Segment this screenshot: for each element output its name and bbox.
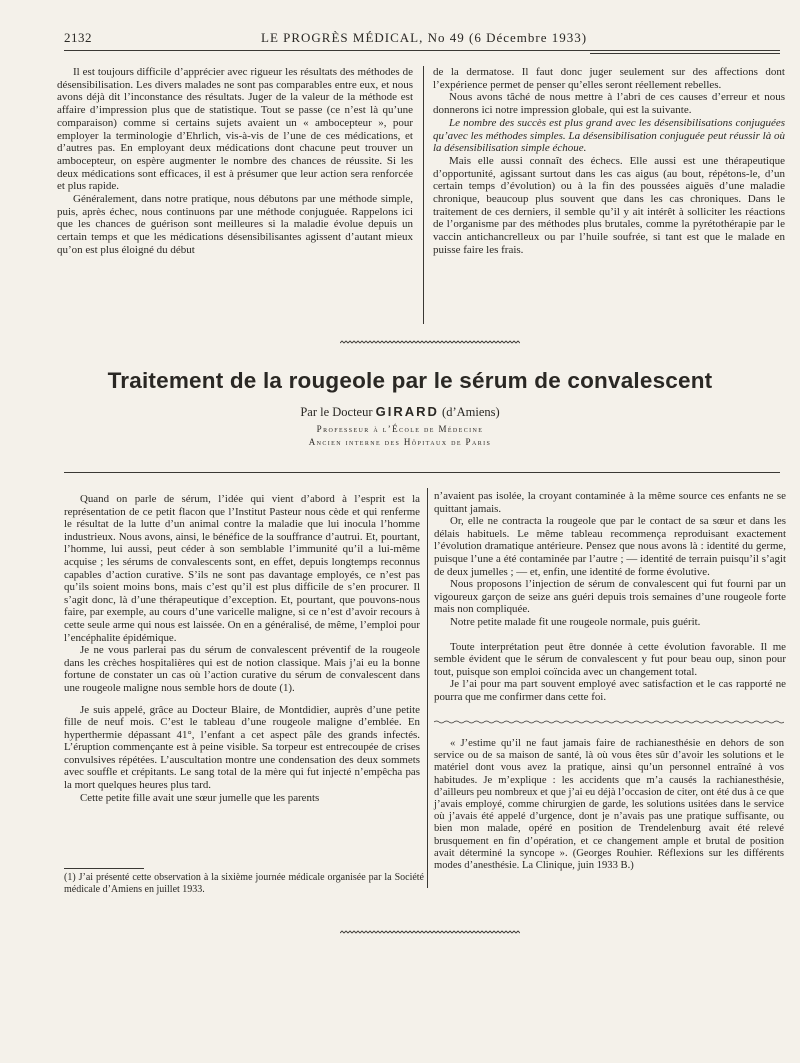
header-rule [64, 50, 780, 51]
article-left-column [64, 493, 420, 804]
paragraph: Je l’ai pour ma part souvent employé avec satisfaction et le cas rapporté ne pourra que me confirmer dans cette foi. [434, 678, 786, 703]
quotation-note [434, 738, 784, 872]
emphasis: Le nombre des succès est plus grand avec les désensibilisations conjuguées qu’avec les méthodes simples. La désensibilisation conjuguée peut réussir là où la désensibilisation simple échoue. [433, 116, 785, 155]
paragraph: Généralement, dans notre pratique, nous débutons par une méthode simple, puis, après échec, nous continuons par une méthode conjuguée. Rappelons ici que les chances de guérison sont meilleures si la maladie évolue depuis un certain temps et que les médications désensibilisantes agissent d’autant mieux qu’on est plus éloigné du début [57, 193, 413, 256]
footnote: (1) J’ai présenté cette observation à la sixième journée médicale organisée par la Société médicale d’Amiens en juillet 1933. [64, 872, 424, 895]
ornamental-separator [340, 340, 520, 344]
article-title: Traitement de la rougeole par le sérum de convalescent [107, 368, 713, 393]
section-rule [64, 472, 780, 473]
footnote-rule [64, 868, 144, 869]
paragraph: Je ne vous parlerai pas du sérum de convalescent préventif de la rougeole dans les crèches hospitalières qui est de notion classique. Mais j’ai eu la bonne fortune de constater un cas où l’action curative du sérum de convalescent dans une rougeole maligne nous semble hors de doute (1). [64, 644, 420, 694]
article-right-column [434, 490, 786, 704]
paragraph: Mais elle aussi connaît des échecs. Elle aussi est une thérapeutique d’opportunité, agissant surtout dans les cas aigus (au bout, répétons-le, d’un certain temps d’évolution) ou à la fin des poussées aiguës d’une maladie chronique, beaucoup plus souvent que dans les cas chroniques. Dans le traitement de ces derniers, il semble qu’il y ait intérêt à solliciter les réactions de l’organisme par des méthodes plus brutales, comme la pyrétothérapie par le vaccin antichancrelleux ou par l’huile soufrée, si tant est que le malade en puisse faire les frais. [433, 154, 785, 256]
paragraph: Or, elle ne contracta la rougeole que par le contact de sa sœur et dans les délais habituels. Le même tableau recommença reproduisant exactement l’évolution dramatique antérieure. Pensez que nous avons là : identité du germe, puisque l’une a été contaminée par l’autre ; — identité de terrain puisqu’il s’agit de deux jumelles ; — et, enfin, une identité de forme évolutive. [434, 515, 786, 578]
ornamental-separator [340, 930, 520, 934]
paragraph: Je suis appelé, grâce au Docteur Blaire, de Montdidier, auprès d’une petite fille de neuf mois. C’est le tableau d’une rougeole maligne d’emblée. En hyperthermie dépassant 41°, l’enfant a cet aspect pâle des grands infectés. L’éruption commençante est à peine visible. Sa torpeur est entrecoupée de crises convulsives répétées. L’auscultation montre une condensation des deux sommets avec souffle et crépitants. Le sang total de la mère qui fut injecté n’empêcha pas la mort quelques heures plus tard. [64, 703, 420, 792]
byline-prefix: Par le Docteur [300, 405, 373, 419]
paragraph: Quand on parle de sérum, l’idée qui vient d’abord à l’esprit est la représentation de ce petit flacon que l’Institut Pasteur nous cède et qui renferme le résultat de la lutte d’un animal contre la maladie que lui inocula l’homme industrieux. Nous avons, ainsi, le bénéfice de la souffrance d’autrui. Et, pourtant, l’homme, lui aussi, peut céder à son semblable l’immunité qu’il a lui-même acquise ; les sérums de convalescents sont, en effet, depuis longtemps reconnus capables d’action curative. S’ils ne sont pas davantage employés, ce n’est pas qu’ils soient moins bons, mais c’est qu’il est plus difficile de s’en procurer. Il s’agit donc, là d’une thérapeutique d’exception. Et, pourtant, que pouvons-nous faire, par exemple, au cours d’une varicelle maligne, si ce n’est d’avoir recours à cette seule arme qui nous est laissée. On en a généralisé, de même, l’emploi pour l’encéphalite épidémique. [64, 493, 420, 644]
paragraph: Toute interprétation peut être donnée à cette évolution favorable. Il me semble évident que le sérum de convalescent y fut pour beau oup, sinon pour tout, puisque son emploi coïncida avec un changement total. [434, 640, 786, 678]
paragraph: Nous avons tâché de nous mettre à l’abri de ces causes d’erreur et nous donnerons ici notre impression globale, qui est la suivante. [433, 91, 785, 117]
running-title: LE PROGRÈS MÉDICAL, No 49 (6 Décembre 1933) [261, 30, 588, 45]
paragraph: de la dermatose. Il faut donc juger seulement sur des affections dont l’expérience permet de penser qu’elles seront réellement rebelles. [433, 66, 785, 91]
paragraph: Cette petite fille avait une sœur jumelle que les parents [80, 791, 320, 804]
author-name: GIRARD [375, 404, 439, 419]
byline [0, 404, 800, 420]
page-number: 2132 [64, 30, 92, 45]
wavy-separator [434, 720, 784, 724]
header-rule-double [590, 53, 780, 54]
author-credit-1: Professeur à l’École de Médecine [316, 424, 484, 434]
prev-article-right-column [433, 66, 785, 257]
column-divider [427, 488, 428, 888]
paragraph: n’avaient pas isolée, la croyant contaminée à la même source ces enfants ne se quittant jamais. [434, 490, 786, 515]
italic-paragraph [433, 117, 785, 155]
author-credit-2: Ancien interne des Hôpitaux de Paris [308, 437, 492, 447]
page-header [64, 30, 780, 52]
column-divider [423, 66, 424, 324]
paragraph: Nous proposons l’injection de sérum de convalescent qui fut fourni par un vigoureux garçon de seize ans guéri depuis trois semaines d’une rougeole forte mais non compliquée. [434, 578, 786, 616]
quotation-text: « J’estime qu’il ne faut jamais faire de rachianesthésie en dehors de son service ou de sa maison de santé, là où vous êtes sûr d’avoir les solutions et le matériel dont vous avez la pratique, ainsi qu’un personnel entraîné à vos habitudes. Je m’explique : les accidents que m’a causés la rachianesthésie, d’ailleurs peu nombreux et que j’ai eu déjà l’occasion de citer, ont été dus à ce que j’avais employé, comme chirurgien de garde, les solutions usitées dans le service où j’avais été appelé d’urgence, dont je n’avais pas une pratique suffisante, ou bien mon malade, opéré en position de Trendelenburg avait été relevé brusquement en fin d’opération, et ce changement ample et brutal de position avait déterminé la syncope ». (Georges Rouhier. Réflexions sur les différents modes d’anesthésie. La Clinique, juin 1933 B.) [434, 738, 784, 872]
paragraph: Il est toujours difficile d’apprécier avec rigueur les résultats des méthodes de désensibilisation. Les divers malades ne sont pas comparables entre eux, et nous avons déjà dit l’inconstance des résultats. Juger de la valeur de la méthode est affaire d’impression plus que de statistique. Tout se passe (ce n’est là qu’une comparaison) comme si certains sujets avaient un « ambocepteur », pour employer la terminologie d’Ehrlich, vis-à-vis de l’une de ces médications, et d’autres pas. En employant deux médications dont chacune peut trouver un ambocepteur, on espère augmenter le nombre des chances de réussite. Si les deux médications sont efficaces, il est à présumer que leur action sera renforcée et plus rapide. [57, 66, 413, 193]
prev-article-left-column [57, 66, 413, 257]
paragraph: Notre petite malade fit une rougeole normale, puis guérit. [450, 615, 701, 628]
author-place: (d’Amiens) [442, 405, 500, 419]
